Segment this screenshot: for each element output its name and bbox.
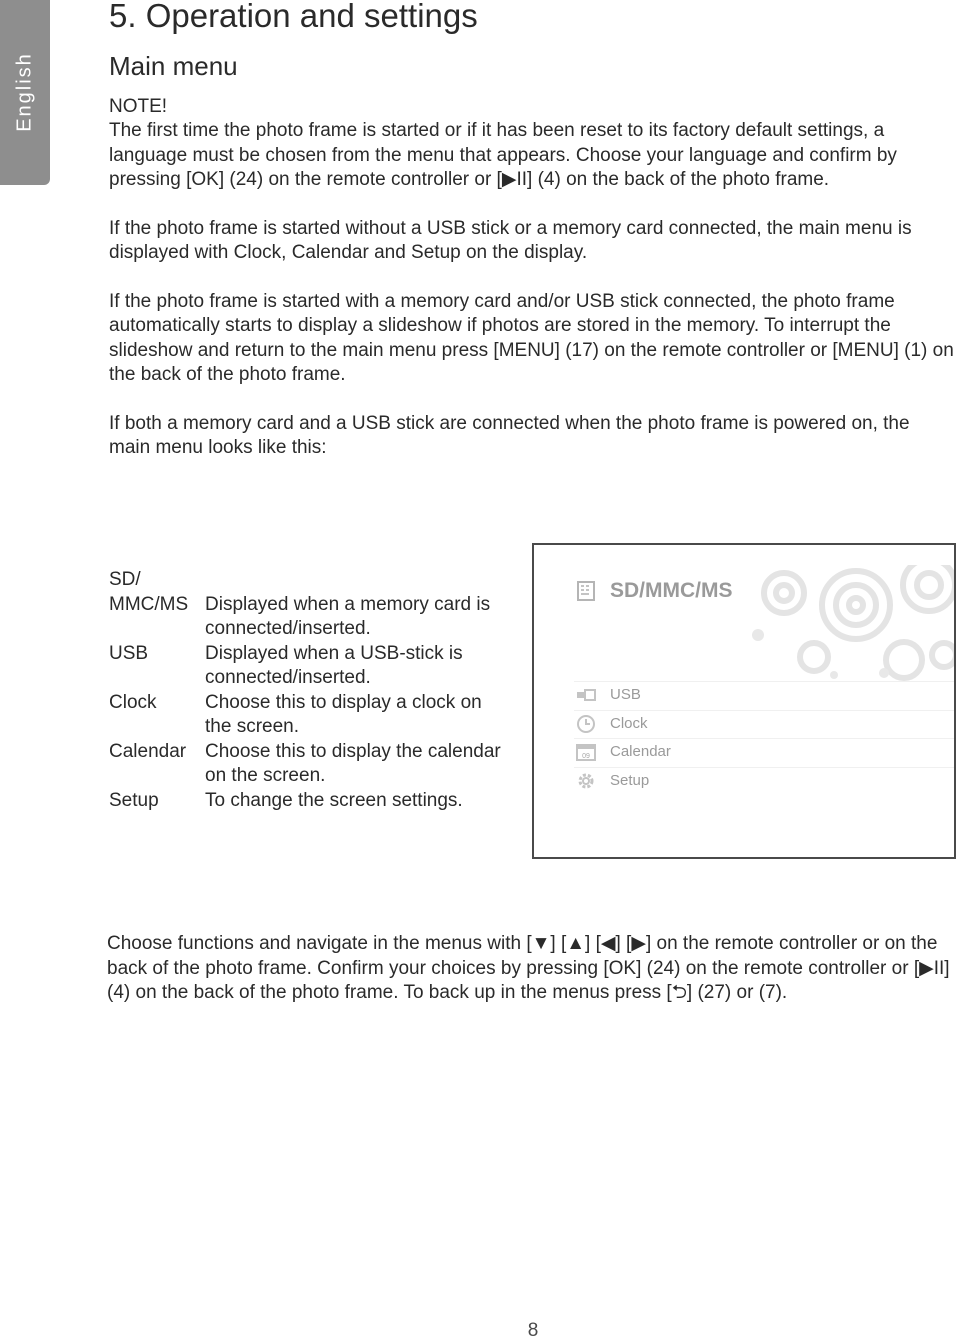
section-title: Main menu bbox=[109, 51, 238, 81]
page-number: 8 bbox=[527, 1320, 539, 1341]
menu-item-calendar[interactable] bbox=[574, 738, 954, 767]
main-content bbox=[109, 0, 954, 461]
legend-row bbox=[109, 568, 509, 593]
calendar-day: 09 bbox=[582, 753, 590, 760]
paragraph-both-media: If both a memory card and a USB stick are connected when the photo frame is powered on, the main menu looks like this: bbox=[109, 412, 910, 458]
clock-icon bbox=[576, 715, 596, 733]
calendar-icon bbox=[576, 743, 596, 761]
page-title: 5. Operation and settings bbox=[109, 0, 478, 34]
language-tab bbox=[0, 0, 50, 185]
navigation-instructions bbox=[107, 932, 957, 1006]
legend-row bbox=[109, 740, 509, 789]
main-menu-screenshot bbox=[532, 543, 956, 859]
language-tab-label: English bbox=[13, 52, 36, 132]
legend-term: SD/ bbox=[109, 569, 141, 590]
paragraph-with-media: If the photo frame is started with a memory card and/or USB stick connected, the photo frame automatically starts to display a slideshow if photos are stored in the memory. To interrupt the slideshow and return to the main menu press [MENU] (17) on the remote controller or [MENU] (1) on the back of the photo frame. bbox=[109, 290, 954, 385]
gear-icon bbox=[576, 772, 596, 790]
legend-term: Clock bbox=[109, 691, 157, 713]
legend-term: USB bbox=[109, 642, 149, 664]
legend-row bbox=[109, 789, 509, 814]
screen-title: SD/MMC/MS bbox=[610, 579, 733, 602]
legend-row bbox=[109, 593, 509, 642]
menu-legend bbox=[109, 568, 509, 813]
navigation-paragraph: Choose functions and navigate in the menus with [▼] [▲] [◀] [▶] on the remote controller or on the back of the photo frame. Confirm your choices by pressing [OK] (24) on the remote controller or [▶II] (4) on the back of the photo frame. To back up in the menus press [⮌] (27) or (7). bbox=[107, 933, 950, 1003]
paragraph-language: The first time the photo frame is started or if it has been reset to its factory default settings, a language must be chosen from the menu that appears. Choose your language and confirm by pressing [OK] (24) on the remote controller or [▶II] (4) on the back of the photo frame. bbox=[109, 120, 897, 190]
screen-menu bbox=[574, 681, 954, 795]
usb-icon bbox=[576, 686, 596, 704]
decorative-circles-image bbox=[744, 565, 954, 685]
menu-item-clock[interactable] bbox=[574, 710, 954, 739]
menu-item-label: USB bbox=[610, 686, 641, 703]
legend-row bbox=[109, 642, 509, 691]
legend-desc: Choose this to display the calendar on the screen. bbox=[205, 740, 501, 786]
menu-item-label: Setup bbox=[610, 771, 650, 789]
menu-item-label: Clock bbox=[610, 714, 648, 732]
legend-desc: Displayed when a memory card is connected/inserted. bbox=[205, 593, 491, 639]
legend-desc: To change the screen settings. bbox=[205, 789, 463, 811]
menu-item-setup[interactable] bbox=[574, 767, 954, 796]
legend-term: Setup bbox=[109, 789, 159, 811]
legend-term: Calendar bbox=[109, 740, 187, 762]
legend-desc: Displayed when a USB-stick is connected/inserted. bbox=[205, 642, 463, 688]
memory-card-icon bbox=[576, 580, 596, 602]
menu-item-label: Calendar bbox=[610, 743, 671, 760]
legend-desc: Choose this to display a clock on the screen. bbox=[205, 691, 482, 737]
legend-term: MMC/MS bbox=[109, 593, 189, 615]
paragraph-no-media: If the photo frame is started without a USB stick or a memory card connected, the main menu is displayed with Clock, Calendar and Setup on the display. bbox=[109, 217, 912, 263]
menu-item-usb[interactable] bbox=[574, 681, 954, 710]
legend-row bbox=[109, 691, 509, 740]
note-title: NOTE! bbox=[109, 96, 168, 117]
